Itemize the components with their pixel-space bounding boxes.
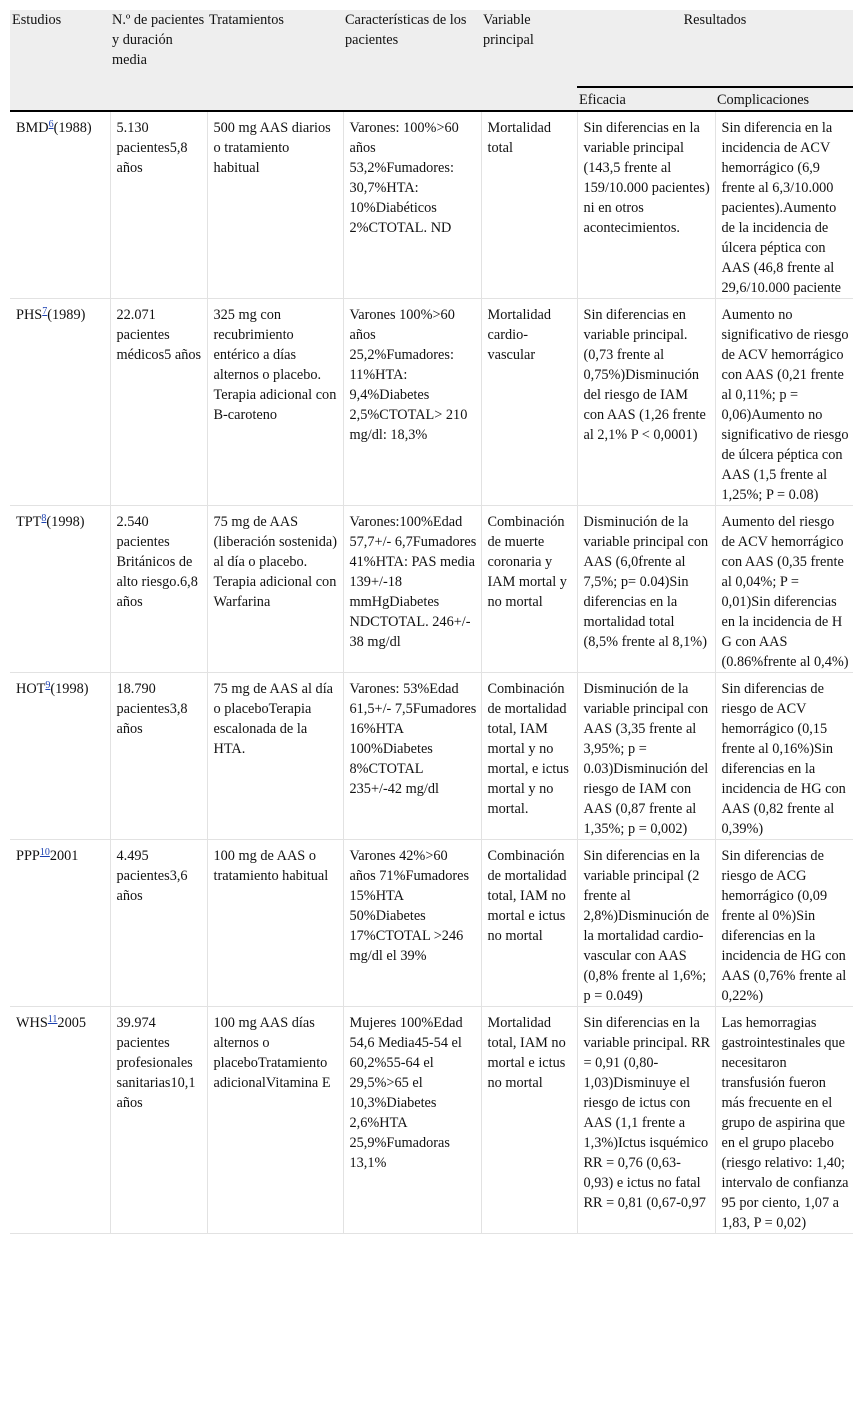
cell-study bbox=[10, 506, 110, 673]
study-year: (1998) bbox=[46, 514, 85, 530]
cell-variable: Combinación de mortalidad total, IAM mortal y no mortal, e ictus mortal y no mortal. bbox=[481, 673, 577, 840]
cell-efficacy: Sin diferencias en la variable principal (143,5 frente al 159/10.000 pacientes) ni en otros acontecimientos. bbox=[577, 111, 715, 299]
cell-efficacy: Sin diferencias en variable principal. (0,73 frente al 0,75%)Disminución del riesgo de IAM con AAS (1,26 frente al 2,1% P < 0,0001) bbox=[577, 299, 715, 506]
study-name: HOT bbox=[16, 681, 46, 697]
table-header bbox=[10, 10, 853, 111]
header-complicaciones: Complicaciones bbox=[715, 87, 853, 111]
cell-study bbox=[10, 299, 110, 506]
cell-variable: Mortalidad cardio-vascular bbox=[481, 299, 577, 506]
cell-patients: 4.495 pacientes3,6 años bbox=[110, 840, 207, 1007]
cell-complications: Las hemorragias gastrointestinales que necesitaron transfusión fueron más frecuente en el grupo de aspirina que en el grupo placebo (riesgo relativo: 1,40; intervalo de confianza 95 por ciento, 1,07 a 1,83, P = 0,02) bbox=[715, 1007, 853, 1234]
reference-link[interactable]: 6 bbox=[48, 119, 54, 130]
cell-characteristics: Varones 42%>60 años 71%Fumadores 15%HTA 50%Diabetes 17%CTOTAL >246 mg/dl el 39% bbox=[343, 840, 481, 1007]
study-name: TPT bbox=[16, 514, 42, 530]
aspirin-trials-table bbox=[10, 10, 853, 1234]
cell-complications: Aumento no significativo de riesgo de ACV hemorrágico con AAS (0,21 frente al 0,11%; p = 0,06)Aumento no significativo de riesgo de úlcera péptica con AAS (1,5 frente al 1,25%; P = 0.08) bbox=[715, 299, 853, 506]
header-n-pacientes: N.º de pacientes y duración media bbox=[110, 10, 207, 111]
study-name: PPP bbox=[16, 848, 40, 864]
cell-characteristics: Varones: 100%>60 años 53,2%Fumadores: 30,7%HTA: 10%Diabéticos 2%CTOTAL. ND bbox=[343, 111, 481, 299]
study-year: 2005 bbox=[57, 1015, 87, 1031]
study-year: (1998) bbox=[50, 681, 89, 697]
study-year: 2001 bbox=[49, 848, 79, 864]
study-name: PHS bbox=[16, 307, 43, 323]
cell-variable: Mortalidad total, IAM no mortal e ictus no mortal bbox=[481, 1007, 577, 1234]
reference-link[interactable]: 11 bbox=[47, 1014, 58, 1025]
reference-link[interactable]: 9 bbox=[45, 680, 51, 691]
cell-study bbox=[10, 111, 110, 299]
study-name: BMD bbox=[16, 120, 49, 136]
header-estudios: Estudios bbox=[10, 10, 110, 111]
reference-link[interactable]: 8 bbox=[41, 513, 47, 524]
cell-complications: Sin diferencias de riesgo de ACV hemorrágico (0,15 frente al 0,16%)Sin diferencias en la incidencia de HG con AAS (0,82 frente al 0,39%) bbox=[715, 673, 853, 840]
cell-efficacy: Disminución de la variable principal con AAS (3,35 frente al 3,95%; p = 0.03)Disminución del riesgo de IAM con AAS (0,87 frente al 1,35%; p = 0,002) bbox=[577, 673, 715, 840]
study-year: (1988) bbox=[53, 120, 92, 136]
header-eficacia: Eficacia bbox=[577, 87, 715, 111]
table-row bbox=[10, 299, 853, 506]
cell-efficacy: Disminución de la variable principal con AAS (6,0frente al 7,5%; p= 0.04)Sin diferencias en la mortalidad total (8,5% frente al 8,1%) bbox=[577, 506, 715, 673]
cell-patients: 39.974 pacientes profesionales sanitarias10,1 años bbox=[110, 1007, 207, 1234]
table-row bbox=[10, 840, 853, 1007]
cell-treatment: 75 mg de AAS al día o placeboTerapia escalonada de la HTA. bbox=[207, 673, 343, 840]
cell-treatment: 100 mg AAS días alternos o placeboTratamiento adicionalVitamina E bbox=[207, 1007, 343, 1234]
cell-treatment: 500 mg AAS diarios o tratamiento habitual bbox=[207, 111, 343, 299]
cell-variable: Combinación de mortalidad total, IAM no mortal e ictus no mortal bbox=[481, 840, 577, 1007]
header-caracteristicas: Características de los pacientes bbox=[343, 10, 481, 111]
cell-study bbox=[10, 1007, 110, 1234]
table-body bbox=[10, 111, 853, 1234]
table-row bbox=[10, 506, 853, 673]
table-row bbox=[10, 111, 853, 299]
cell-treatment: 75 mg de AAS (liberación sostenida) al día o placebo. Terapia adicional con Warfarina bbox=[207, 506, 343, 673]
cell-efficacy: Sin diferencias en la variable principal (2 frente al 2,8%)Disminución de la mortalidad cardio-vascular con AAS (0,8% frente al 1,6%; p = 0.049) bbox=[577, 840, 715, 1007]
header-resultados: Resultados bbox=[577, 10, 853, 87]
cell-treatment: 325 mg con recubrimiento entérico a días alternos o placebo. Terapia adicional con B-caroteno bbox=[207, 299, 343, 506]
cell-complications: Sin diferencias de riesgo de ACG hemorrágico (0,09 frente al 0%)Sin diferencias en la incidencia de HG con AAS (0,76% frente al 0,22%) bbox=[715, 840, 853, 1007]
study-name: WHS bbox=[16, 1015, 48, 1031]
header-tratamientos: Tratamientos bbox=[207, 10, 343, 111]
table-row bbox=[10, 1007, 853, 1234]
reference-link[interactable]: 7 bbox=[42, 306, 48, 317]
study-year: (1989) bbox=[47, 307, 86, 323]
cell-patients: 5.130 pacientes5,8 años bbox=[110, 111, 207, 299]
cell-efficacy: Sin diferencias en la variable principal. RR = 0,91 (0,80-1,03)Disminuye el riesgo de ictus con AAS (1,1 frente a 1,3%)Ictus isquémico RR = 0,76 (0,63-0,93) e ictus no fatal RR = 0,81 (0,67-0,97 bbox=[577, 1007, 715, 1234]
cell-complications: Aumento del riesgo de ACV hemorrágico con AAS (0,35 frente al 0,04%; P = 0,01)Sin diferencias en la incidencia de H G con AAS (0.86%frente al 0,4%) bbox=[715, 506, 853, 673]
reference-link[interactable]: 10 bbox=[39, 847, 50, 858]
cell-patients: 22.071 pacientes médicos5 años bbox=[110, 299, 207, 506]
table-row bbox=[10, 673, 853, 840]
cell-variable: Combinación de muerte coronaria y IAM mortal y no mortal bbox=[481, 506, 577, 673]
cell-characteristics: Varones:100%Edad 57,7+/- 6,7Fumadores 41%HTA: PAS media 139+/-18 mmHgDiabetes NDCTOTAL. 246+/- 38 mg/dl bbox=[343, 506, 481, 673]
cell-treatment: 100 mg de AAS o tratamiento habitual bbox=[207, 840, 343, 1007]
cell-variable: Mortalidad total bbox=[481, 111, 577, 299]
cell-patients: 18.790 pacientes3,8 años bbox=[110, 673, 207, 840]
header-variable: Variable principal bbox=[481, 10, 577, 111]
cell-characteristics: Varones: 53%Edad 61,5+/- 7,5Fumadores 16%HTA 100%Diabetes 8%CTOTAL 235+/-42 mg/dl bbox=[343, 673, 481, 840]
cell-patients: 2.540 pacientes Británicos de alto riesgo.6,8 años bbox=[110, 506, 207, 673]
cell-characteristics: Mujeres 100%Edad 54,6 Media45-54 el 60,2%55-64 el 29,5%>65 el 10,3%Diabetes 2,6%HTA 25,9%Fumadoras 13,1% bbox=[343, 1007, 481, 1234]
cell-study bbox=[10, 673, 110, 840]
cell-study bbox=[10, 840, 110, 1007]
cell-characteristics: Varones 100%>60 años 25,2%Fumadores: 11%HTA: 9,4%Diabetes 2,5%CTOTAL> 210 mg/dl: 18,3% bbox=[343, 299, 481, 506]
cell-complications: Sin diferencia en la incidencia de ACV hemorrágico (6,9 frente al 6,3/10.000 pacientes).Aumento de la incidencia de úlcera péptica con AAS (46,8 frente al 29,6/10.000 paciente bbox=[715, 111, 853, 299]
